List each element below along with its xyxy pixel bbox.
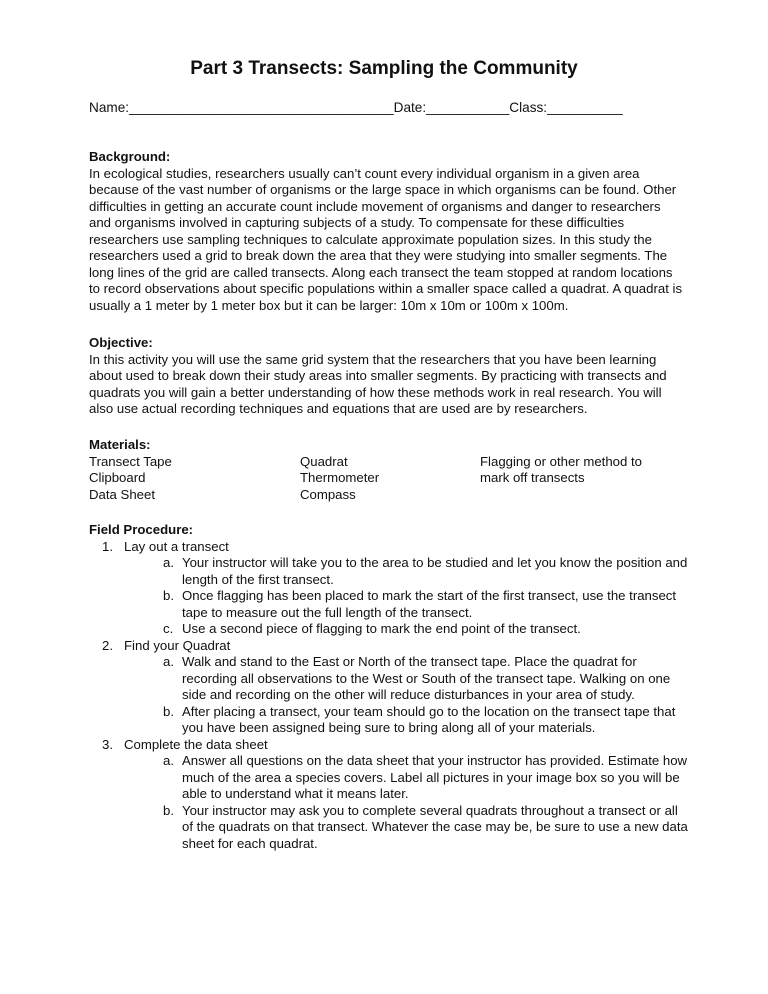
- substep-letter: c.: [163, 621, 174, 636]
- materials-section: [89, 437, 689, 502]
- background-heading: Background:: [89, 149, 171, 164]
- step-number: 3.: [102, 736, 113, 752]
- substep-text: After placing a transect, your team should go to the location on the transect tape that you have been assigned being sure to bring along all of your materials.: [182, 703, 676, 735]
- substep-text: Answer all questions on the data sheet that your instructor has provided. Estimate how much of the area a species covers. Label all pictures in your image box so you will be able to understand what it means later.: [182, 753, 688, 801]
- procedure-step: [89, 737, 689, 754]
- objective-heading: Objective:: [89, 335, 153, 350]
- background-section: [89, 149, 685, 314]
- substep-text: Use a second piece of flagging to mark the end point of the transect.: [182, 621, 581, 636]
- objective-section: [89, 335, 685, 418]
- material-item: Thermometer: [300, 470, 380, 485]
- material-item: Flagging or other method to: [480, 453, 643, 469]
- substep-text: Once flagging has been placed to mark the start of the first transect, use the transect tape to measure out the full length of the transect.: [182, 588, 677, 620]
- procedure-substep: [89, 753, 689, 803]
- substep-text: Your instructor will take you to the area to be studied and let you know the position and length of the first transect.: [182, 555, 688, 587]
- substep-letter: b.: [163, 588, 174, 603]
- step-number: 2.: [102, 637, 113, 653]
- procedure-heading: Field Procedure:: [89, 522, 194, 537]
- procedure-substep: [89, 588, 689, 621]
- procedure-substep: [89, 555, 689, 588]
- substep-letter: b.: [163, 703, 174, 719]
- material-item: mark off transects: [480, 470, 585, 485]
- substep-letter: b.: [163, 802, 174, 818]
- procedure-substep: [89, 654, 689, 704]
- background-text: In ecological studies, researchers usually can’t count every individual organism in a given area because of the vast number of organisms or the large space in which organisms can be found. Other difficulties in getting an accurate count include movement of organisms and danger to researchers and organisms involved in capturing subjects of a study. To compensate for these difficulties researchers use sampling techniques to calculate approximate population sizes. In this study the researchers used a grid to break down the area that they were studying into smaller segments. The long lines of the grid are called transects. Along each transect the team stopped at random locations to record observations about specific populations within a smaller space called a quadrat. A quadrat is usually a 1 meter by 1 meter box but it can be larger: 10m x 10m or 100m x 100m.: [89, 165, 683, 313]
- field-procedure-section: [89, 522, 689, 852]
- materials-heading: Materials:: [89, 437, 151, 452]
- procedure-substep: [89, 704, 689, 737]
- step-label: Complete the data sheet: [124, 736, 268, 752]
- page-title: Part 3 Transects: Sampling the Community: [190, 58, 578, 79]
- step-number: 1.: [102, 538, 113, 554]
- substep-text: Your instructor may ask you to complete several quadrats throughout a transect or all of the quadrats on that transect. Whatever the case may be, be sure to use a new data sheet for each quadrat.: [182, 802, 688, 851]
- material-item: Compass: [300, 486, 356, 502]
- substep-text: Walk and stand to the East or North of the transect tape. Place the quadrat for recording all observations to the West or South of the transect tape. Walking on one side and recording on the other will reduce disturbances in your area of study.: [182, 654, 671, 702]
- substep-letter: a.: [163, 555, 174, 570]
- material-item: Data Sheet: [89, 486, 155, 502]
- procedure-step: [89, 638, 689, 655]
- procedure-substep: [89, 803, 689, 853]
- material-item: Transect Tape: [89, 453, 172, 469]
- material-item: Quadrat: [300, 453, 348, 469]
- material-item: Clipboard: [89, 470, 146, 485]
- materials-column-3: [480, 454, 642, 487]
- substep-letter: a.: [163, 654, 174, 669]
- substep-letter: a.: [163, 753, 174, 768]
- objective-text: In this activity you will use the same grid system that the researchers that you have been learning about used to break down their study areas into smaller segments. By practicing with transects and quadrats you will gain a better understanding of how these methods work in real research. You will also use actual recording techniques and equations that are used are by researchers.: [89, 351, 667, 416]
- step-label: Lay out a transect: [124, 538, 229, 554]
- materials-column-1: [89, 454, 172, 504]
- procedure-step: [89, 539, 689, 556]
- materials-column-2: [300, 454, 379, 504]
- procedure-substep: [89, 621, 689, 638]
- step-label: Find your Quadrat: [124, 637, 231, 653]
- name-date-class-line: Name:___________________________________Date:___________Class:__________: [89, 100, 623, 115]
